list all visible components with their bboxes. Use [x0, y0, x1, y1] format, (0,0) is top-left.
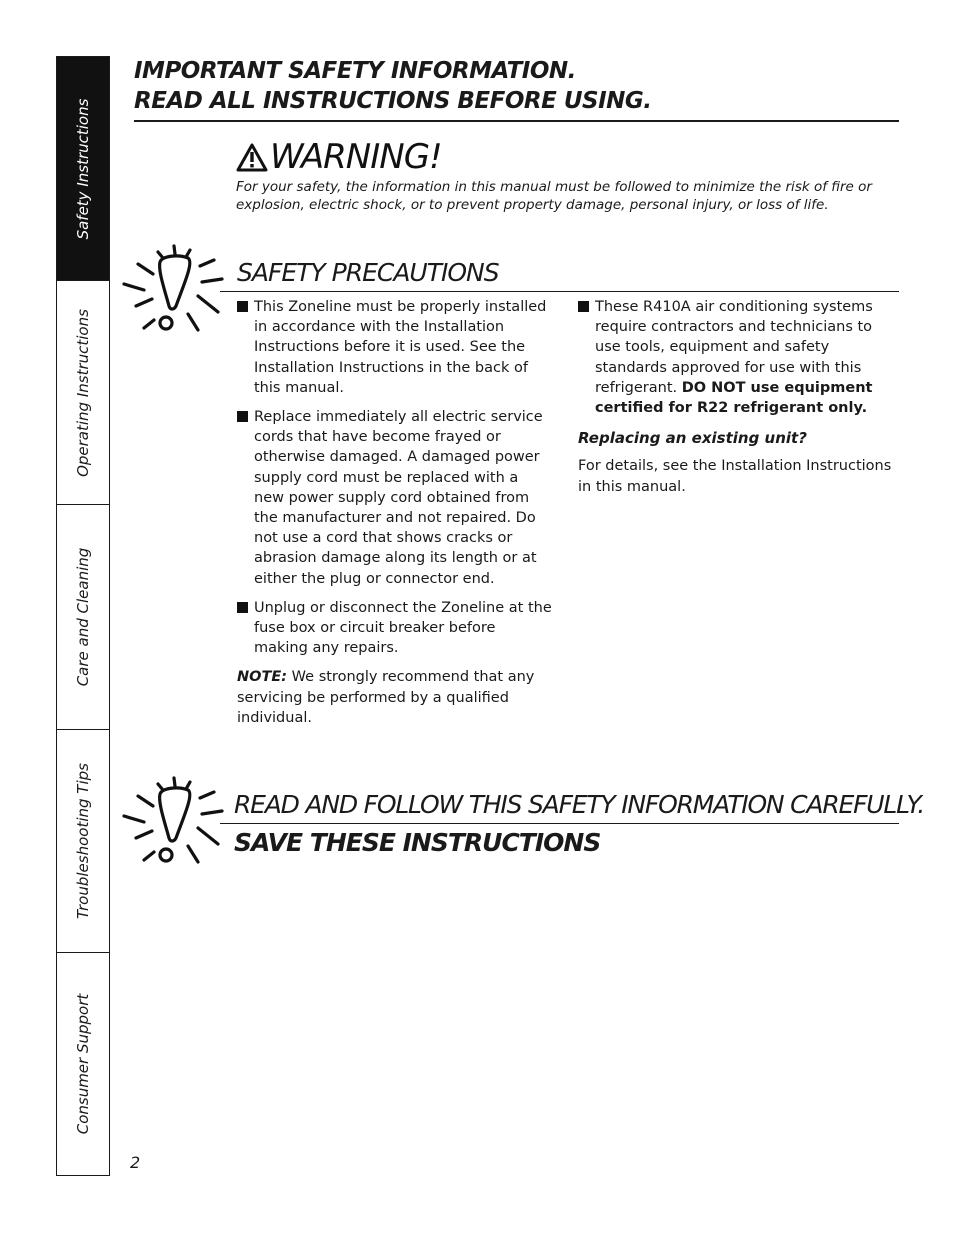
tab-safety-instructions[interactable] [57, 57, 109, 281]
list-item-text: These R410A air conditioning systems require contractors and technicians to use tools, equipment and safety standards approved for use with this refrigerant. [595, 299, 873, 396]
tab-label: Safety Instructions [74, 98, 92, 239]
warning-triangle-icon [236, 142, 268, 172]
section-tab-bar [56, 56, 110, 1176]
square-bullet-icon [237, 301, 248, 312]
square-bullet-icon [578, 301, 589, 312]
replacing-unit-paragraph: For details, see the Installation Instructions in this manual. [578, 458, 892, 495]
warning-text: For your safety, the information in this manual must be followed to minimize the risk of fire or explosion, electric shock, or to prevent property damage, personal injury, or loss of life. [236, 179, 872, 213]
tab-label: Operating Instructions [74, 308, 92, 477]
list-item [237, 407, 552, 589]
list-item-text: Replace immediately all electric service cords that have become frayed or otherwise damaged. A damaged power supply cord must be replaced with a new power supply cord obtained from the manufacturer and not repaired. Do not use a cord that shows cracks or abrasion damage along its length or at either the plug or connector end. [254, 409, 543, 587]
list-item [578, 297, 893, 418]
safety-precautions-divider [220, 291, 899, 292]
save-instructions-heading: SAVE THESE INSTRUCTIONS [234, 828, 601, 857]
note-text: We strongly recommend that any servicing be performed by a qualified individual. [237, 669, 535, 726]
header-divider [134, 120, 899, 122]
page-number: 2 [130, 1153, 141, 1172]
warning-block [236, 136, 876, 214]
tab-label: Care and Cleaning [74, 547, 92, 687]
attention-exclamation-icon [122, 776, 226, 868]
list-item-text: Unplug or disconnect the Zoneline at the fuse box or circuit breaker before making any repairs. [254, 599, 552, 657]
warning-title-row [236, 136, 876, 178]
precautions-right-column [578, 297, 893, 497]
note-paragraph [237, 667, 552, 728]
warning-title: WARNING! [270, 137, 442, 177]
list-item-emphasis: DO NOT use equipment certified for R22 refrigerant only. [595, 379, 873, 417]
list-item-text: This Zoneline must be properly installed in accordance with the Installation Instructions before it is used. See the Installation Instructions in the back of this manual. [254, 299, 547, 396]
page-header [134, 56, 899, 116]
list-item [237, 297, 552, 398]
square-bullet-icon [237, 411, 248, 422]
replacing-unit-subheading: Replacing an existing unit? [578, 429, 807, 448]
tab-consumer-support[interactable] [57, 953, 109, 1175]
precautions-left-column [237, 297, 552, 728]
closing-heading: READ AND FOLLOW THIS SAFETY INFORMATION CAREFULLY. [234, 790, 925, 819]
list-item [237, 598, 552, 659]
safety-precautions-heading: SAFETY PRECAUTIONS [237, 258, 499, 287]
tab-label: Consumer Support [74, 993, 92, 1135]
header-line-1: IMPORTANT SAFETY INFORMATION. [134, 58, 576, 84]
tab-operating-instructions[interactable] [57, 281, 109, 505]
note-label: NOTE: [237, 669, 288, 686]
header-line-2: READ ALL INSTRUCTIONS BEFORE USING. [134, 88, 652, 114]
tab-label: Troubleshooting Tips [74, 763, 92, 919]
attention-exclamation-icon [122, 244, 226, 336]
tab-troubleshooting-tips[interactable] [57, 730, 109, 953]
square-bullet-icon [237, 602, 248, 613]
tab-care-and-cleaning[interactable] [57, 505, 109, 730]
closing-divider [220, 823, 899, 824]
